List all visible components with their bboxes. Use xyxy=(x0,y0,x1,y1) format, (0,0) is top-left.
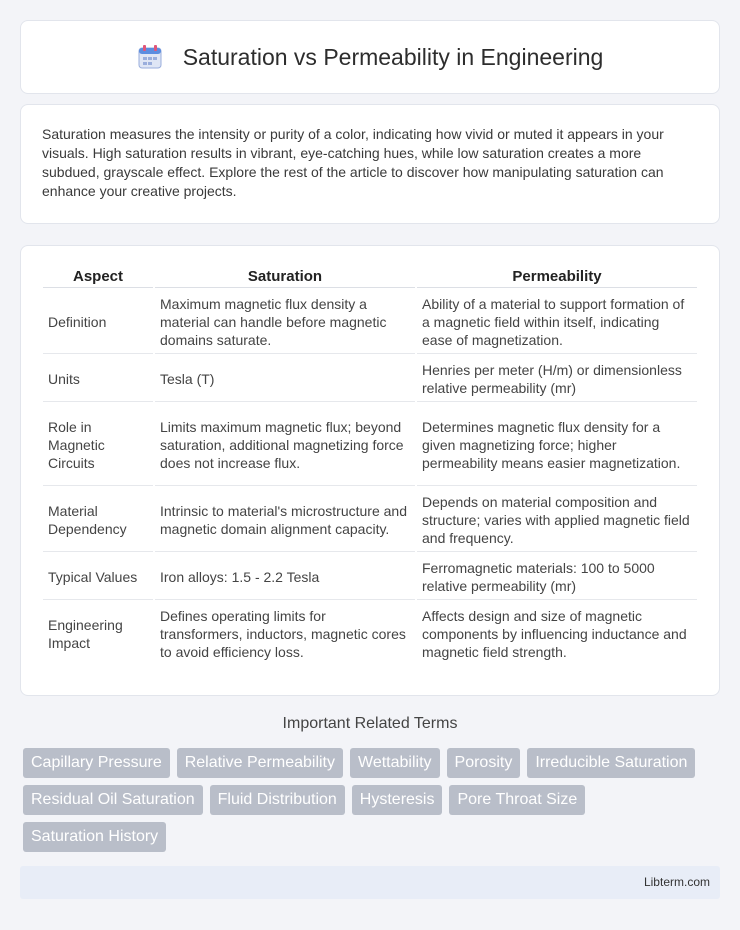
table-cell: Ability of a material to support formation of a magnetic field within itself, indicating ease of magnetization. xyxy=(417,290,697,354)
table-cell: Affects design and size of magnetic components by influencing inductance and magnetic field strength. xyxy=(422,608,687,660)
header-aspect: Aspect xyxy=(43,266,153,288)
tag-hysteresis[interactable]: Hysteresis xyxy=(352,785,443,815)
table-cell: Iron alloys: 1.5 - 2.2 Tesla xyxy=(155,554,415,600)
tag-residual-oil-saturation[interactable]: Residual Oil Saturation xyxy=(23,785,203,815)
table-row xyxy=(43,404,697,486)
table-cell: Maximum magnetic flux density a material can handle before magnetic domains saturate. xyxy=(155,290,415,354)
tag-irreducible-saturation[interactable]: Irreducible Saturation xyxy=(527,748,695,778)
tag-fluid-distribution[interactable]: Fluid Distribution xyxy=(210,785,345,815)
table-cell: Intrinsic to material's microstructure and magnetic domain alignment capacity. xyxy=(155,488,415,552)
footer-brand-link[interactable]: Libterm.com xyxy=(643,875,710,889)
header-permeability: Permeability xyxy=(417,266,697,288)
table-cell: Typical Values xyxy=(43,554,153,600)
footer xyxy=(20,866,720,899)
tag-saturation-history[interactable]: Saturation History xyxy=(23,822,166,852)
table-row xyxy=(43,602,697,666)
table-cell: Units xyxy=(43,356,153,402)
table-cell: Limits maximum magnetic flux; beyond saturation, additional magnetizing force does not increase flux. xyxy=(155,404,415,486)
tag-wettability[interactable]: Wettability xyxy=(350,748,440,778)
table-cell: Tesla (T) xyxy=(155,356,415,402)
tag-relative-permeability[interactable]: Relative Permeability xyxy=(177,748,343,778)
tag-capillary-pressure[interactable]: Capillary Pressure xyxy=(23,748,170,778)
calendar-icon xyxy=(137,44,163,70)
table-cell: Definition xyxy=(43,290,153,354)
related-terms-title: Important Related Terms xyxy=(282,715,458,732)
table-cell: Engineering Impact xyxy=(48,617,123,651)
intro-text: Saturation measures the intensity or purity of a color, indicating how vivid or muted it appears in your visuals. High saturation results in vibrant, eye-catching hues, while low saturation creates a more subdued, grayscale effect. Explore the rest of the article to discover how manipulating saturation can enhance your creative projects. xyxy=(42,126,664,199)
table-cell: Depends on material composition and structure; varies with applied magnetic field and frequency. xyxy=(417,488,697,552)
header-card xyxy=(20,20,720,94)
header-saturation: Saturation xyxy=(155,266,415,288)
comparison-table xyxy=(41,264,699,668)
table-row xyxy=(43,554,697,600)
table-cell: Role in Magnetic Circuits xyxy=(43,404,153,486)
table-cell: Determines magnetic flux density for a given magnetizing force; higher permeability means easier magnetization. xyxy=(417,404,697,486)
intro-card xyxy=(20,104,720,224)
table-row xyxy=(43,488,697,552)
table-cell: Defines operating limits for transformers, inductors, magnetic cores to avoid efficiency loss. xyxy=(160,608,406,660)
table-cell: Material Dependency xyxy=(43,488,153,552)
table-header-row xyxy=(43,266,697,288)
table-row xyxy=(43,290,697,354)
comparison-table-card xyxy=(20,245,720,696)
tag-pore-throat-size[interactable]: Pore Throat Size xyxy=(449,785,585,815)
tag-porosity[interactable]: Porosity xyxy=(447,748,521,778)
related-terms-list xyxy=(23,748,723,852)
table-cell: Henries per meter (H/m) or dimensionless relative permeability (mr) xyxy=(417,356,697,402)
table-cell: Ferromagnetic materials: 100 to 5000 relative permeability (mr) xyxy=(417,554,697,600)
table-row xyxy=(43,356,697,402)
page-title: Saturation vs Permeability in Engineering xyxy=(182,43,604,70)
